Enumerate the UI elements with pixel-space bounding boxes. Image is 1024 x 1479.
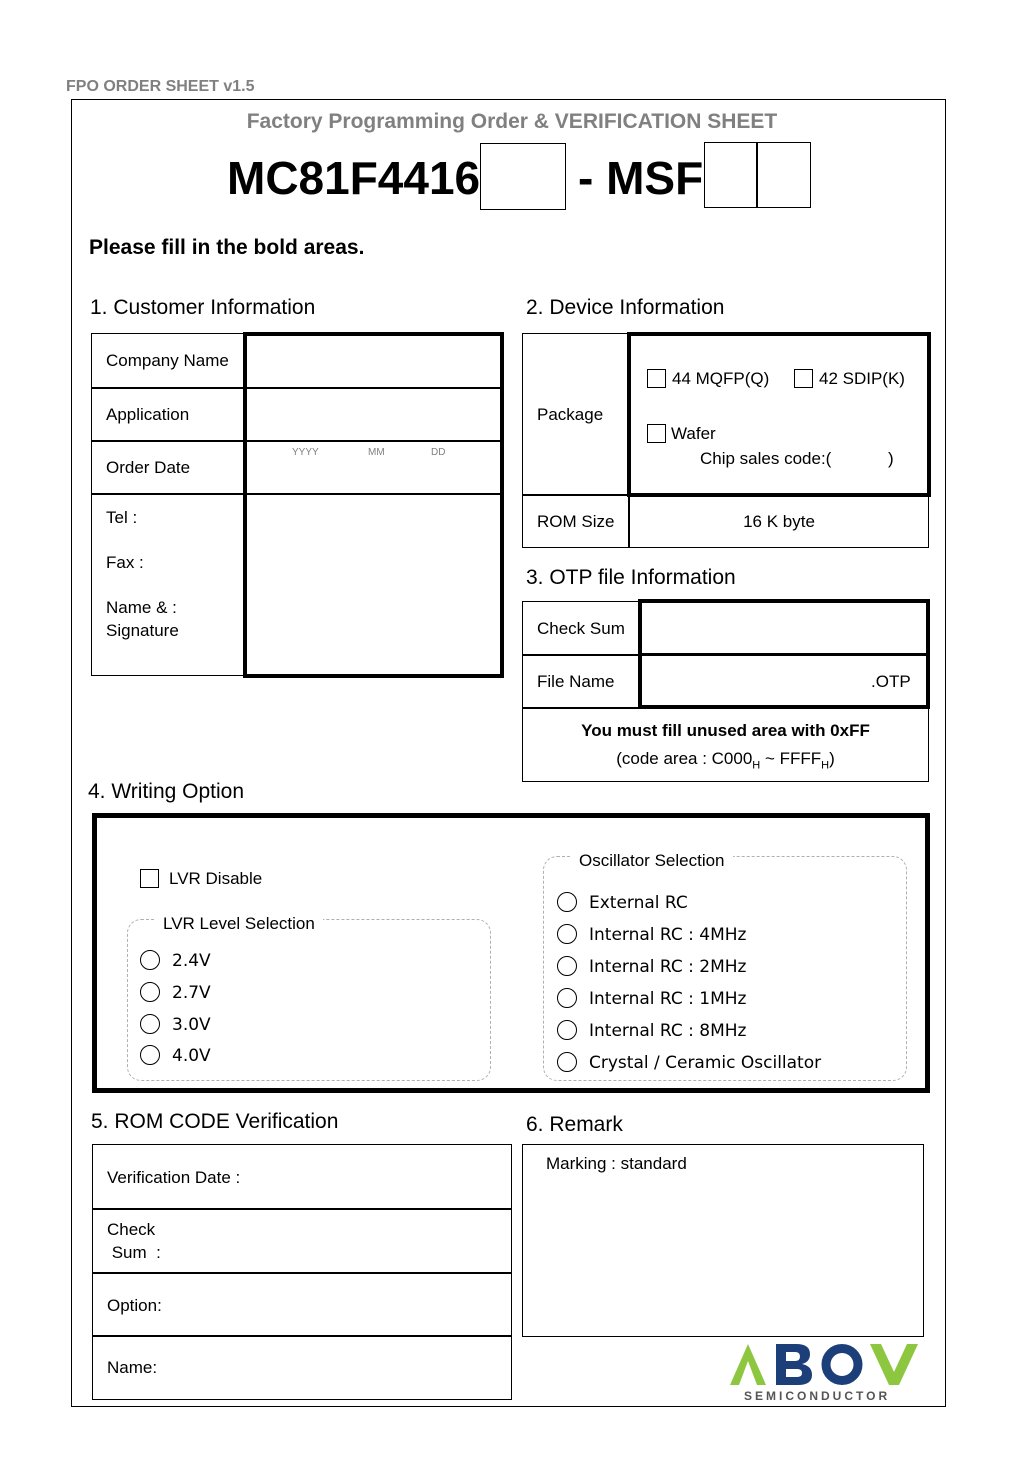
verification-check-label: Check bbox=[107, 1220, 156, 1239]
otp-section-title: 3. OTP file Information bbox=[526, 566, 736, 589]
customer-section-title: 1. Customer Information bbox=[90, 296, 316, 319]
order-date-label: Order Date bbox=[106, 458, 191, 477]
oscillator-title: Oscillator Selection bbox=[571, 851, 733, 871]
application-field[interactable] bbox=[248, 390, 498, 438]
month-hint: MM bbox=[368, 447, 385, 458]
lvr-2-4v-radio[interactable] bbox=[140, 950, 160, 970]
osc-internal-2mhz-radio[interactable] bbox=[557, 956, 577, 976]
package-mqfp-label: 44 MQFP(Q) bbox=[672, 369, 770, 388]
verification-section-title: 5. ROM CODE Verification bbox=[91, 1110, 339, 1133]
verification-name-label: Name: bbox=[107, 1358, 158, 1377]
osc-crystal-radio[interactable] bbox=[557, 1052, 577, 1072]
chip-sales-code: Chip sales code:( ) bbox=[700, 449, 894, 468]
name-label: Name & : bbox=[106, 598, 177, 617]
divider bbox=[92, 1272, 512, 1274]
sheet-subtitle: Factory Programming Order & VERIFICATION SHEET bbox=[246, 110, 778, 133]
signature-label: Signature bbox=[106, 621, 179, 640]
device-section-title: 2. Device Information bbox=[526, 296, 725, 319]
divider bbox=[638, 653, 930, 655]
osc-option-label: Internal RC : 1MHz bbox=[589, 989, 747, 1009]
osc-option-label: Internal RC : 4MHz bbox=[589, 925, 747, 945]
divider bbox=[92, 1335, 512, 1337]
osc-option-label: Internal RC : 2MHz bbox=[589, 957, 747, 977]
code-area-note: (code area : $C000_H$ ~ $FFFF_H$) bbox=[616, 749, 835, 772]
verification-date-label: Verification Date : bbox=[107, 1168, 241, 1187]
lvr-level-title: LVR Level Selection bbox=[155, 914, 323, 934]
filename-label: File Name bbox=[537, 672, 615, 691]
rom-size-label: ROM Size bbox=[537, 512, 615, 531]
model-suffix-box-1[interactable] bbox=[480, 143, 566, 210]
osc-external-rc-radio[interactable] bbox=[557, 892, 577, 912]
fill-instruction: Please fill in the bold areas. bbox=[89, 236, 365, 259]
company-name-label: Company Name bbox=[106, 351, 229, 370]
remark-section-title: 6. Remark bbox=[526, 1113, 623, 1136]
lvr-disable-label: LVR Disable bbox=[169, 869, 263, 888]
tel-label: Tel : bbox=[106, 508, 138, 527]
contact-field[interactable] bbox=[248, 497, 498, 672]
year-hint: YYYY bbox=[292, 447, 319, 458]
package-wafer-checkbox[interactable] bbox=[647, 424, 666, 443]
fill-note: You must fill unused area with 0xFF bbox=[581, 721, 870, 740]
package-sdip-checkbox[interactable] bbox=[794, 369, 813, 388]
package-mqfp-checkbox[interactable] bbox=[647, 369, 666, 388]
sheet-version: FPO ORDER SHEET v1.5 bbox=[66, 78, 255, 95]
package-label: Package bbox=[537, 405, 604, 424]
divider bbox=[92, 1208, 512, 1210]
lvr-option-label: 2.7V bbox=[172, 983, 211, 1003]
model-suffix-box-3[interactable] bbox=[756, 142, 811, 208]
checksum-label: Check Sum bbox=[537, 619, 625, 638]
lvr-disable-checkbox[interactable] bbox=[140, 869, 159, 888]
fax-label: Fax : bbox=[106, 553, 144, 572]
package-wafer-label: Wafer bbox=[671, 424, 716, 443]
model-mid: - MSF bbox=[578, 152, 704, 204]
verification-option-label: Option: bbox=[107, 1296, 162, 1315]
lvr-option-label: 2.4V bbox=[172, 951, 211, 971]
osc-internal-4mhz-radio[interactable] bbox=[557, 924, 577, 944]
application-label: Application bbox=[106, 405, 190, 424]
verification-sum-label: Sum : bbox=[107, 1243, 161, 1262]
abov-logo bbox=[730, 1344, 926, 1406]
model-prefix: MC81F4416 bbox=[227, 152, 481, 204]
osc-option-label: External RC bbox=[589, 893, 688, 913]
package-bold-area bbox=[627, 332, 931, 497]
model-suffix-box-2[interactable] bbox=[704, 142, 758, 208]
day-hint: DD bbox=[431, 447, 446, 458]
package-sdip-label: 42 SDIP(K) bbox=[819, 369, 905, 388]
osc-internal-1mhz-radio[interactable] bbox=[557, 988, 577, 1008]
osc-option-label: Internal RC : 8MHz bbox=[589, 1021, 747, 1041]
remark-text: Marking : standard bbox=[546, 1154, 687, 1173]
lvr-4-0v-radio[interactable] bbox=[140, 1045, 160, 1065]
abov-tagline: SEMICONDUCTOR bbox=[744, 1389, 891, 1403]
rom-size-value: 16 K byte bbox=[743, 512, 815, 531]
lvr-2-7v-radio[interactable] bbox=[140, 982, 160, 1002]
filename-extension: .OTP bbox=[871, 672, 911, 691]
company-name-field[interactable] bbox=[248, 338, 498, 386]
lvr-option-label: 4.0V bbox=[172, 1046, 211, 1066]
writing-section-title: 4. Writing Option bbox=[88, 780, 245, 803]
osc-internal-8mhz-radio[interactable] bbox=[557, 1020, 577, 1040]
lvr-3-0v-radio[interactable] bbox=[140, 1014, 160, 1034]
checksum-field[interactable] bbox=[643, 604, 925, 651]
osc-option-label: Crystal / Ceramic Oscillator bbox=[589, 1053, 822, 1073]
lvr-option-label: 3.0V bbox=[172, 1015, 211, 1035]
